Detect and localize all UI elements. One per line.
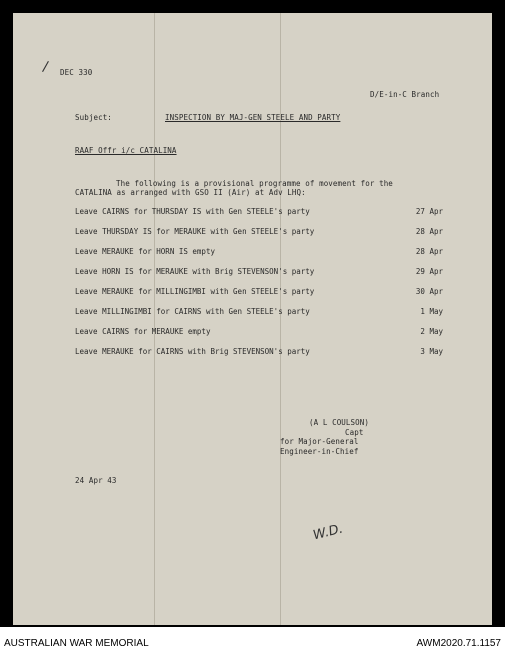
schedule-date: 1 May (420, 307, 443, 316)
document-page (13, 13, 492, 625)
intro-line-2: CATALINA as arranged with GSO II (Air) at Adv LHQ: (75, 188, 306, 197)
schedule-leg: Leave MILLINGIMBI for CAIRNS with Gen STEELE's party (75, 307, 310, 316)
schedule-row (75, 327, 455, 337)
schedule-leg: Leave MERAUKE for MILLINGIMBI with Gen STEELE's party (75, 287, 315, 296)
schedule-row (75, 247, 455, 257)
schedule-date: 29 Apr (415, 267, 443, 276)
schedule-leg: Leave THURSDAY IS for MERAUKE with Gen STEELE's party (75, 227, 315, 236)
schedule-leg: Leave MERAUKE for CAIRNS with Brig STEVENSON's party (75, 347, 310, 356)
signatory-rank: Capt (345, 428, 364, 437)
intro-line-1: The following is a provisional programme of movement for the (116, 179, 393, 188)
schedule-row (75, 207, 455, 217)
signatory-title: Engineer-in-Chief (280, 447, 359, 456)
signatory-for: for Major-General (280, 437, 359, 446)
schedule-row (75, 287, 455, 297)
schedule-leg: Leave CAIRNS for THURSDAY IS with Gen STEELE's party (75, 207, 310, 216)
footer-accession-number: AWM2020.71.1157 (416, 638, 501, 649)
fold-line (280, 13, 281, 625)
branch-label: D/E-in-C Branch (370, 90, 440, 99)
schedule-leg: Leave MERAUKE for HORN IS empty (75, 247, 215, 256)
handwritten-initials: W.D. (311, 521, 345, 544)
schedule-row (75, 307, 455, 317)
schedule-date: 3 May (420, 347, 443, 356)
subject-label: Subject: (75, 113, 112, 122)
fold-line (154, 13, 155, 625)
footer-institution: AUSTRALIAN WAR MEMORIAL (4, 638, 149, 649)
section-heading: RAAF Offr i/c CATALINA (75, 146, 177, 155)
schedule-row (75, 227, 455, 237)
schedule-leg: Leave HORN IS for MERAUKE with Brig STEVENSON's party (75, 267, 315, 276)
schedule-date: 2 May (420, 327, 443, 336)
schedule-date: 30 Apr (415, 287, 443, 296)
reference-number: DEC 330 (60, 68, 93, 77)
signatory-name: (A L COULSON) (309, 418, 369, 427)
archive-footer (0, 627, 505, 653)
schedule-date: 28 Apr (415, 227, 443, 236)
schedule-row (75, 267, 455, 277)
schedule-leg: Leave CAIRNS for MERAUKE empty (75, 327, 211, 336)
subject-text: INSPECTION BY MAJ-GEN STEELE AND PARTY (165, 113, 341, 122)
document-date: 24 Apr 43 (75, 476, 117, 485)
schedule-row (75, 347, 455, 357)
schedule-date: 28 Apr (415, 247, 443, 256)
schedule-date: 27 Apr (415, 207, 443, 216)
tick-mark: / (41, 58, 50, 76)
